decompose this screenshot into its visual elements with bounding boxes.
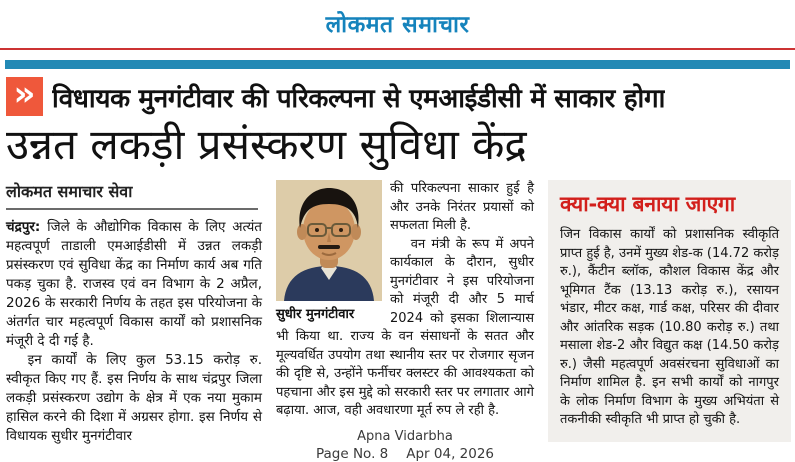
kicker-headline: विधायक मुनगंटीवार की परिकल्पना से एमआईडीसी में साकार होगा [52,83,666,114]
page-number: Page No. 8 [315,445,389,462]
article-paragraph: वन मंत्री के रूप में अपने कार्यकाल के दौरान, सुधीर मुनगंटीवार ने इस परियोजना को मंजूरी दी और 5 मार्च 2024 को इसका शिलान्यास भी किया था. राज्य के वन संसाधनों के सतत और मूल्यवर्धित उपयोग तथा स्थानीय स्तर पर रोजगार सृजन की दृष्टि से, उन्होंने फर्नीचर क्लस्टर की आवश्यकता को पहचाना और इस मुद्दे को सरकारी स्तर पर लगातार आगे बढ़ाया. आज, वही अवधारणा मूर्त रुप ले रही है. [276,236,534,419]
column-3 [548,180,791,462]
column-1 [6,180,262,462]
portrait-photo [276,180,382,301]
masthead-divider [0,48,795,50]
highlight-box-body: जिन विकास कार्यों को प्रशासनिक स्वीकृति प्राप्त हुई है, उनमें मुख्य शेड-क (14.72 करोड़ रु.), कैंटीन ब्लॉक, कौशल विकास केंद्र और भूमिगत टैंक (13.13 करोड़ रु.), रसायन भंडार, मीटर कक्ष, गार्ड कक्ष, परिसर की दीवार और आंतरिक सड़क (10.80 करोड़ रु.) तथा मसाला शेड-2 और विद्युत कक्ष (14.50 करोड़ रु.) जैसी महत्वपूर्ण अवसंरचना सुविधाओं का निर्माण शामिल है. इन सभी कार्यों को नागपुर के लोक निर्माण विभाग के मुख्य अभियंता से तकनीकी स्वीकृति भी प्राप्त हो चुकी है. [560,227,779,428]
masthead-title: लोकमत समाचार [325,12,470,38]
article-paragraph [6,218,262,351]
column-2 [276,180,534,462]
top-accent-bar [5,60,790,69]
byline: लोकमत समाचार सेवा [6,180,258,210]
highlight-box [548,180,791,442]
photo-caption: सुधीर मुनगंटीवार [276,307,355,323]
scan-date: Apr 04, 2026 [406,445,495,462]
article-columns [0,170,795,462]
double-chevron-icon: » [6,77,43,116]
main-headline: उन्नत लकड़ी प्रसंस्करण सुविधा केंद्र [6,120,527,169]
dateline: चंद्रपुर: [6,219,41,236]
kicker-row [6,74,790,116]
highlight-box-title: क्या-क्या बनाया जाएगा [560,192,736,217]
article-paragraph: की परिकल्पना साकार हुई है और उनके निरंतर प्रयासों को सफलता मिली है. [390,181,534,234]
article-paragraph: इन कार्यों के लिए कुल 53.15 करोड़ रु. स्वीकृत किए गए हैं. इस निर्णय के साथ चंद्रपुर जिला लकड़ी प्रसंस्करण उद्योग के क्षेत्र में एक नया मुकाम हासिल करने की दिशा में अग्रसर होगा. इस निर्णय से विधायक सुधीर मुनगंटीवार [6,352,262,445]
source-name: Apna Vidarbha [357,428,453,444]
photo-block [276,180,382,322]
scan-footer [276,429,534,462]
paragraph-text: जिले के औद्योगिक विकास के लिए अत्यंत महत्वपूर्ण ताडाली एमआईडीसी में उन्नत लकड़ी प्रसंस्करण एवं सुविधा केंद्र का निर्माण कार्य अब गति पकड़ चुका है. राजस्व एवं वन विभाग के 2 अप्रैल, 2026 के सरकारी निर्णय के तहत इस परियोजना के अंतर्गत चार महत्वपूर्ण विकास कार्यों को प्रशासनिक मंजूरी दे दी गई है. [6,219,262,350]
